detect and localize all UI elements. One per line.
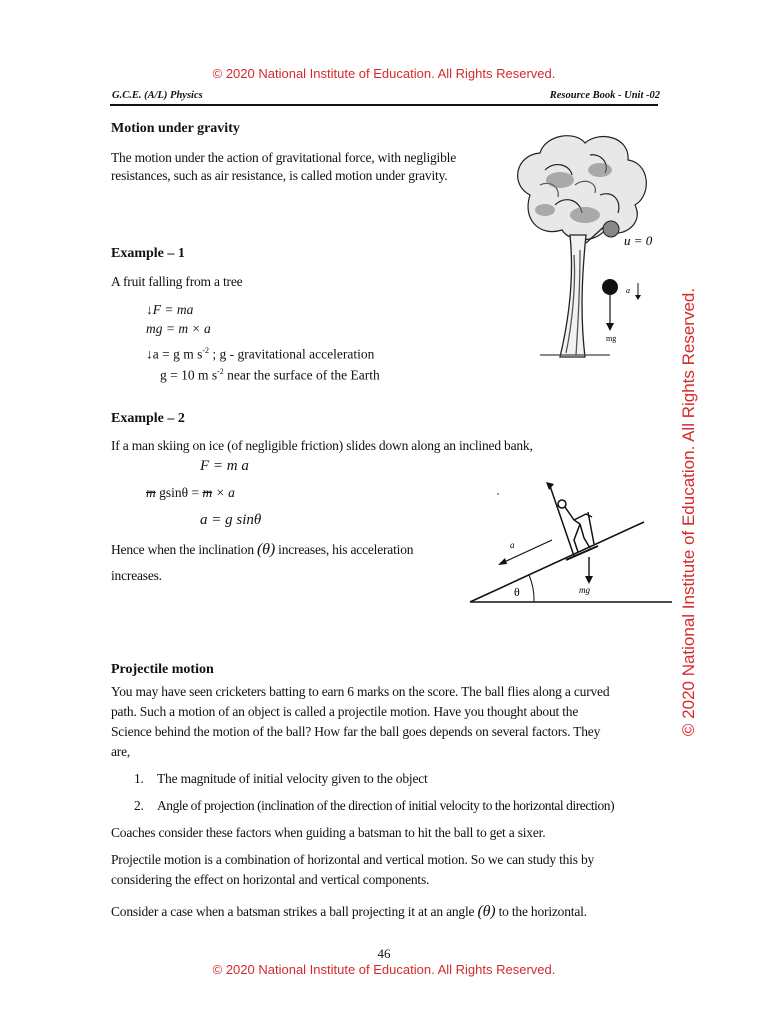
theta-label: θ	[514, 585, 520, 599]
example2-conclusion-1	[111, 540, 413, 559]
header-rule	[110, 104, 658, 106]
example1-eq4-main: g = 10 m s	[160, 367, 218, 383]
example2-eq2-tail: × a	[212, 485, 235, 500]
example2-eq2-mid: gsinθ =	[155, 485, 203, 500]
example1-eq3-tail: ; g - gravitational acceleration	[209, 346, 375, 362]
example2-eq2-m2: m	[202, 485, 213, 500]
fruit-falling	[602, 279, 618, 295]
copyright-top: © 2020 National Institute of Education. All Rights Reserved.	[212, 66, 556, 81]
projectile-para4-a: Consider a case when a batsman strikes a ball projecting it at an angle	[111, 904, 478, 919]
speck	[497, 493, 499, 495]
page-number: 46	[377, 946, 391, 961]
projectile-para2: Coaches consider these factors when guiding a batsman to hit the ball to get a sixer.	[111, 825, 546, 840]
mug-line-1: The motion under the action of gravitational force, with negligible	[111, 150, 456, 165]
incline-a-label: a	[510, 540, 515, 550]
list-item-1: The magnitude of initial velocity given to the object	[157, 771, 428, 786]
example1-intro: A fruit falling from a tree	[111, 274, 243, 289]
mug-line-2: resistances, such as air resistance, is called motion under gravity.	[111, 168, 448, 183]
example1-eq4	[160, 367, 380, 384]
example1-eq3-main: ↓a = g m s	[146, 346, 203, 362]
example1-title: Example – 1	[111, 246, 185, 261]
example2-title: Example – 2	[111, 411, 185, 426]
incline-mg-arrowhead	[585, 576, 593, 584]
section-title-motion-under-gravity: Motion under gravity	[111, 121, 240, 136]
u-label: u = 0	[624, 233, 653, 248]
projectile-title: Projectile motion	[111, 662, 214, 677]
example2-intro: If a man skiing on ice (of negligible friction) slides down along an inclined bank,	[111, 438, 533, 453]
projectile-para1-line1: You may have seen cricketers batting to earn 6 marks on the score. The ball flies along a curved	[111, 684, 610, 699]
example2-eq3: a = g sinθ	[200, 512, 262, 528]
fruit-initial	[603, 221, 619, 237]
example2-eq2	[146, 485, 235, 501]
example2-conclusion-1b: increases, his acceleration	[274, 542, 414, 557]
incline-a-arrowhead	[498, 558, 507, 565]
pole-tip	[546, 482, 554, 490]
copyright-bottom: © 2020 National Institute of Education. All Rights Reserved.	[212, 962, 556, 977]
mg-label: mg	[606, 334, 617, 343]
copyright-side: © 2020 National Institute of Education. All Rights Reserved.	[679, 287, 698, 737]
example1-eq4-tail: near the surface of the Earth	[223, 367, 380, 383]
example2-conclusion-2: increases.	[111, 568, 162, 583]
list-item-2-number: 2.	[134, 798, 144, 813]
list-item-1-number: 1.	[134, 771, 144, 786]
projectile-para4	[111, 902, 587, 921]
example1-eq4-exp: -2	[217, 367, 224, 376]
projectile-theta: (θ)	[477, 903, 496, 920]
example2-eq1: F = m a	[200, 458, 249, 474]
example1-eq2: mg = m × a	[146, 321, 211, 336]
example1-eq3-exp: -2	[202, 346, 210, 355]
projectile-para3-line1: Projectile motion is a combination of horizontal and vertical motion. So we can study this by	[111, 852, 595, 867]
a-arrowhead	[635, 295, 641, 300]
list-item-2: Angle of projection (inclination of the direction of initial velocity to the horizontal direction)	[157, 798, 615, 813]
example2-eq2-m1: m	[146, 485, 156, 500]
projectile-para3-line2: considering the effect on horizontal and vertical components.	[111, 872, 430, 887]
incline-figure	[462, 472, 674, 607]
projectile-para1-line3: Science behind the motion of the ball? How far the ball goes depends on several factors. They	[111, 724, 601, 739]
incline-slope	[470, 522, 644, 602]
projectile-para1-line4: are,	[111, 744, 131, 759]
running-head-right: Resource Book - Unit -02	[549, 90, 660, 101]
tree-trunk	[540, 223, 610, 357]
theta-arc	[529, 575, 534, 602]
example2-conclusion-1a: Hence when the inclination	[111, 542, 258, 557]
example1-eq3	[146, 346, 374, 363]
example2-theta: (θ)	[257, 541, 275, 558]
example1-eq1: ↓F = ma	[146, 302, 194, 317]
skier	[550, 486, 598, 560]
tree-figure	[500, 125, 670, 380]
a-label: a	[626, 286, 630, 295]
mg-arrowhead	[606, 323, 614, 331]
tree-canopy	[518, 136, 647, 240]
running-head-left: G.C.E. (A/L) Physics	[112, 90, 203, 101]
incline-mg-label: mg	[579, 585, 590, 595]
projectile-para1-line2: path. Such a motion of an object is called a projectile motion. Have you thought about the	[111, 704, 579, 719]
projectile-para4-b: to the horizontal.	[495, 904, 587, 919]
